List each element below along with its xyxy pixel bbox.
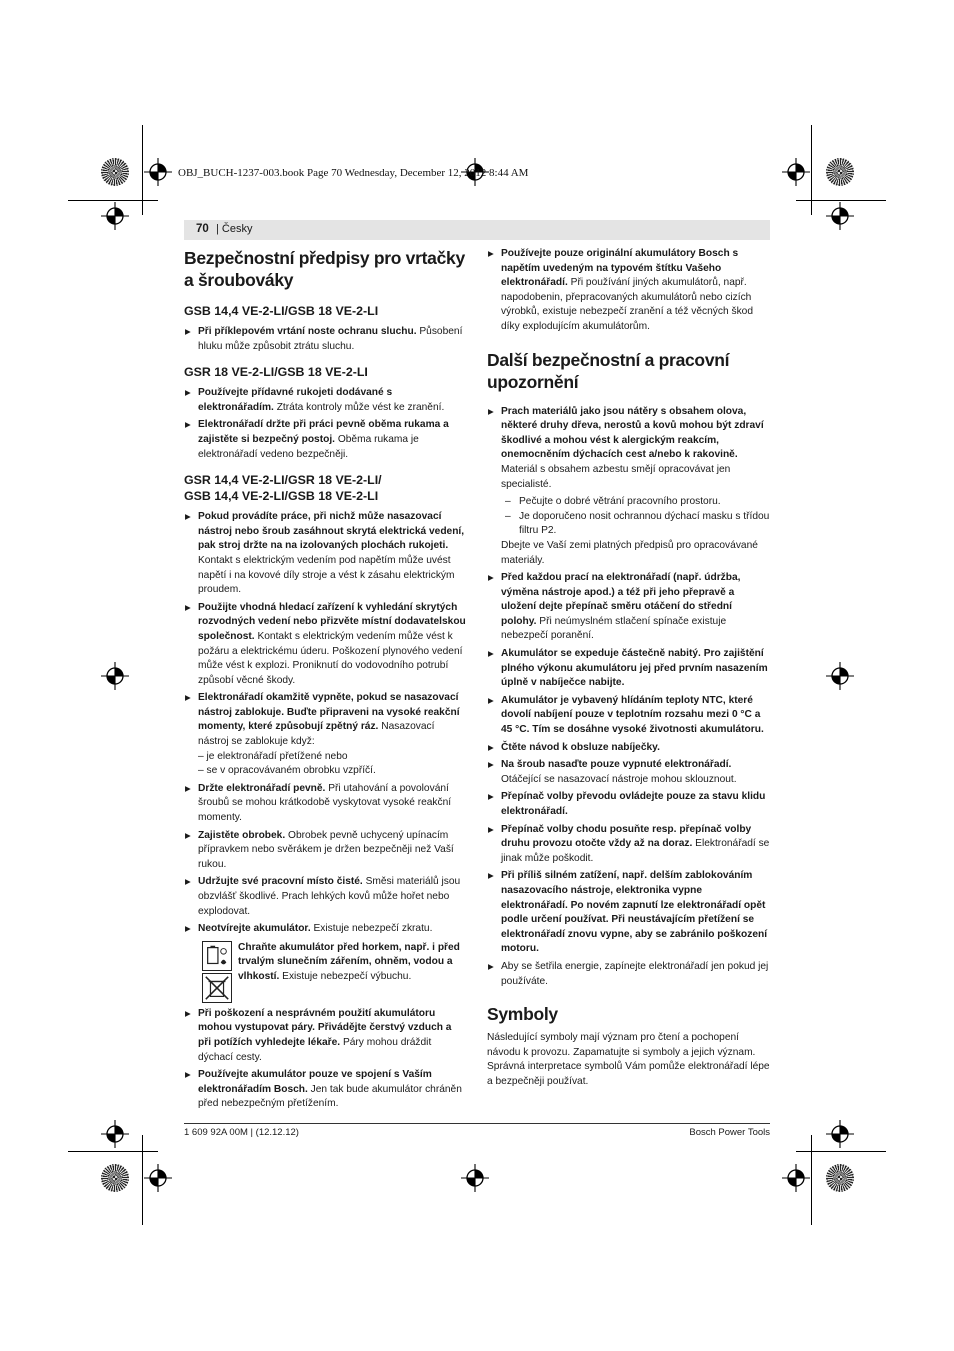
crosshair-icon (144, 158, 172, 186)
page-header (184, 220, 770, 240)
crosshair-icon (144, 1164, 172, 1192)
crop-mark (796, 1151, 886, 1152)
registration-rosette-icon (101, 1164, 129, 1192)
registration-rosette-icon (101, 158, 129, 186)
safety-item: ▶ Přepínač volby převodu ovládejte pouze za stavu klidu elektronářadí. (487, 790, 770, 819)
safety-item: ▶ Pokud provádíte práce, při nichž může nasazovací nástroj nebo šroub zasáhnout skrytá elektrická vedení, pak stroj držte na na izolovaných plochách rukojeti. Kontakt s elektrickým vedením pod napětím může uvést napětí i na kovové díly stroje a vést k zásahu elektrickým proudem. (184, 510, 467, 598)
registration-rosette-icon (826, 158, 854, 186)
crosshair-icon (826, 1120, 854, 1148)
dash-item: – Pečujte o dobré větrání pracovního prostoru. (487, 495, 770, 510)
crosshair-icon (826, 662, 854, 690)
crosshair-icon (101, 1120, 129, 1148)
battery-warning-text: Chraňte akumulátor před horkem, např. i před trvalým slunečním zářením, ohněm, vodou a vlhkostí. Existuje nebezpečí výbuchu. (238, 941, 460, 982)
safety-item: ▶ Používejte pouze originální akumulátory Bosch s napětím uvedeným na typovém štítku Vašeho elektronářadí. Při používání jiných akumulátorů, např. napodobenin, přepracovaných akumulátorů nebo cizích výrobků, existuje nebezpečí zranění a též věcných škod díky explodujícím akumulátorům. (487, 247, 770, 335)
crop-mark (142, 125, 143, 215)
safety-item: ▶ Při příliš silném zatížení, např. delším zablokováním nasazovacího nástroje, elektronika vypne elektronářadí. Po novém zapnutí lze elektronářadí opět podle určení používat. Při neustávajícím přetížení se elektronářadí znovu vypne, aby se zabránilo poškození motoru. (487, 869, 770, 957)
safety-item: ▶ Akumulátor je vybavený hlídáním teploty NTC, které dovolí nabíjení pouze v teplotním rozsahu mezi 0 °C a 45 °C. Tím se dosáhne vysoké životnosti akumulátoru. (487, 694, 770, 738)
safety-item: ▶ Elektronářadí držte při práci pevně oběma rukama a zajistěte si bezpečný postoj. Oběma rukama je elektronářadí vedeno bezpečněji. (184, 418, 467, 462)
no-disposal-icon (202, 973, 232, 1003)
crop-mark (142, 1135, 143, 1225)
footer-brand: Bosch Power Tools (689, 1127, 770, 1138)
crop-mark (811, 1135, 812, 1225)
safety-item: ▶ Akumulátor se expeduje částečně nabitý. Pro zajištění plného výkonu akumulátoru jej před prvním nasazením úplně v nabíječce nabijte. (487, 647, 770, 691)
right-column (487, 247, 770, 1093)
registration-rosette-icon (826, 1164, 854, 1192)
section-title: Další bezpečnostní a pracovní upozornění (487, 349, 730, 392)
crosshair-icon (101, 202, 129, 230)
safety-item: ▶ Prach materiálů jako jsou nátěry s obsahem olova, některé druhy dřeva, nerostů a kovů mohou být zdraví škodlivé a mohou vést k alergickým reakcím, onemocněním dýchacích cest a/nebo k rakovině. Materiál s obsahem azbestu smějí opracovávat jen specialisté. (487, 405, 770, 493)
crop-mark (796, 200, 886, 201)
header-language: | Česky (216, 223, 253, 235)
note-text: Dbejte ve Vaší zemi platných předpisů pro opracovávané materiály. (501, 539, 758, 566)
model-heading: GSR 18 VE-2-LI/GSB 18 VE-2-LI (184, 365, 368, 380)
crop-mark (68, 1151, 158, 1152)
crosshair-icon (101, 662, 129, 690)
print-slug-line: OBJ_BUCH-1237-003.book Page 70 Wednesday, December 12, 2012 8:44 AM (178, 167, 529, 179)
safety-item: ▶ Držte elektronářadí pevně. Při utahování a povolování šroubů se mohou krátkodobě vyskytovat vysoké reakční momenty. (184, 782, 467, 826)
page-number: 70 (196, 223, 209, 235)
section-title: Bezpečnostní předpisy pro vrtačky a šroubováky (184, 248, 465, 290)
safety-item: ▶ Neotvírejte akumulátor. Existuje nebezpečí zkratu. (184, 922, 467, 937)
battery-warning-block (184, 941, 467, 1001)
crop-mark (811, 125, 812, 215)
safety-item: ▶ Před každou prací na elektronářadí (např. údržba, výměna nástroje apod.) a též při jeho přepravě a uložení dejte přepínač směru otáčení do střední polohy. Při neúmyslném stlačení spínače existuje nebezpečí poranění. (487, 571, 770, 644)
safety-item: ▶ Udržujte své pracovní místo čisté. Směsi materiálů jsou obzvlášť škodlivé. Prach lehkých kovů může hořet nebo explodovat. (184, 875, 467, 919)
footer-document-number: 1 609 92A 00M | (12.12.12) (184, 1127, 299, 1138)
safety-item: ▶ Čtěte návod k obsluze nabíječky. (487, 741, 770, 756)
safety-item: ▶ Na šroub nasaďte pouze vypnuté elektronářadí. Otáčející se nasazovací nástroje mohou sklouznout. (487, 758, 770, 787)
crosshair-icon (782, 1164, 810, 1192)
symbols-intro: Následující symboly mají význam pro čtení a pochopení návodu k provozu. Zapamatujte si symboly a jejich význam. Správná interpretace symbolů Vám pomůže elektronářadí lépe a bezpečněji používat. (487, 1032, 770, 1087)
section-title: Symboly (487, 1004, 558, 1025)
safety-item: ▶ Při poškození a nesprávném použití akumulátoru mohou vystupovat páry. Přivádějte čerstvý vzduch a při potížích vyhledejte lékaře. Páry mohou dráždit dýchací cesty. (184, 1007, 467, 1065)
sub-item: – je elektronářadí přetížené nebo (198, 750, 348, 762)
safety-item: ▶ Použijte vhodná hledací zařízení k vyhledání skrytých rozvodných vedení nebo přizvěte místní dodavatelskou společnost. Kontakt s elektrickým vedením může vést k požáru a elektrickému úderu. Poškození plynového vedení může vést k explozi. Proniknutí do vodovodního potrubí způsobí věcné škody. (184, 601, 467, 689)
sub-item: – se v opracovávaném obrobku vzpříčí. (198, 765, 376, 777)
safety-item: ▶ Aby se šetřila energie, zapínejte elektronářadí jen pokud jej používáte. (487, 960, 770, 989)
footer-rule (184, 1123, 770, 1124)
crop-mark (68, 200, 158, 201)
safety-item: ▶ Přepínač volby chodu posuňte resp. přepínač volby druhu provozu otočte vždy až na doraz. Elektronářadí se jinak může poškodit. (487, 823, 770, 867)
crosshair-icon (461, 1164, 489, 1192)
crosshair-icon (782, 158, 810, 186)
safety-item: ▶ Při příklepovém vrtání noste ochranu sluchu. Působení hluku může způsobit ztrátu sluchu. (184, 325, 467, 354)
safety-item: ▶ Elektronářadí okamžitě vypněte, pokud se nasazovací nástroj zablokuje. Buďte připraveni na vysoké reakční momenty, které způsobují zpětný ráz. Nasazovací nástroj se zablokuje když: (184, 691, 467, 749)
battery-heat-warning-icon (202, 941, 232, 971)
safety-item: ▶ Zajistěte obrobek. Obrobek pevně uchycený upínacím přípravkem nebo svěrákem je držen bezpečněji než Vaší rukou. (184, 829, 467, 873)
model-heading: GSR 14,4 VE-2-LI/GSR 18 VE-2-LI/ GSB 14,4 VE-2-LI/GSB 18 VE-2-LI (184, 473, 382, 504)
dash-item: – Je doporučeno nosit ochrannou dýchací masku s třídou filtru P2. (487, 510, 770, 539)
left-column (184, 247, 467, 1115)
safety-item: ▶ Používejte přídavné rukojeti dodávané s elektronářadím. Ztráta kontroly může vést ke zranění. (184, 386, 467, 415)
crosshair-icon (826, 202, 854, 230)
safety-item: ▶ Používejte akumulátor pouze ve spojení s Vaším elektronářadím Bosch. Jen tak bude akumulátor chráněn před nebezpečným přetížením. (184, 1068, 467, 1112)
model-heading: GSB 14,4 VE-2-LI/GSB 18 VE-2-LI (184, 304, 379, 318)
